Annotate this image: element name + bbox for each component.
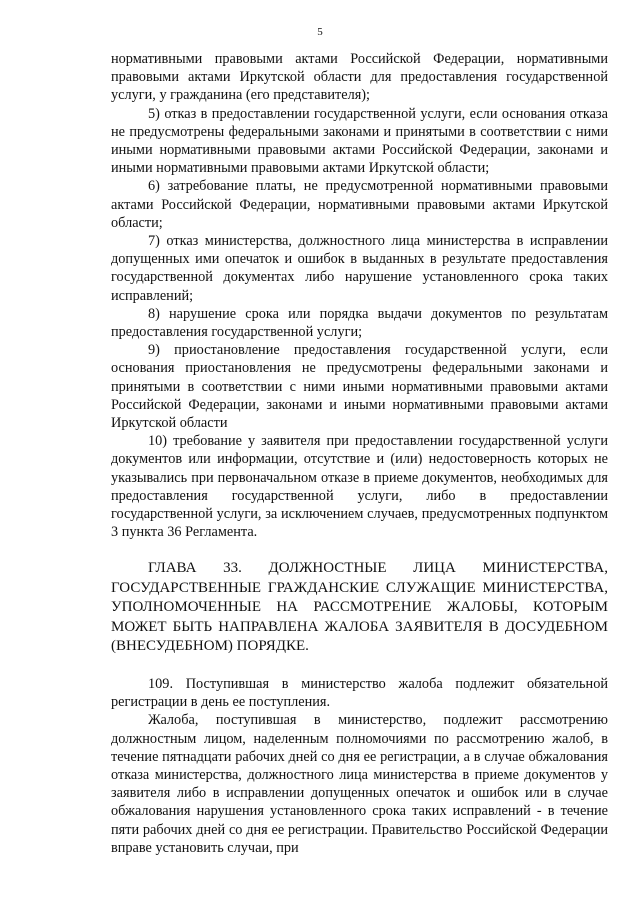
chapter-heading: ГЛАВА 33. ДОЛЖНОСТНЫЕ ЛИЦА МИНИСТЕРСТВА, ГОСУДАРСТВЕННЫЕ ГРАЖДАНСКИЕ СЛУЖАЩИЕ МИНИСТЕРСТВА, УПОЛНОМОЧЕННЫЕ НА РАССМОТРЕНИЕ ЖАЛОБЫ, КОТОРЫМ МОЖЕТ БЫТЬ НАПРАВЛЕНА ЖАЛОБА ЗАЯВИТЕЛЯ В ДОСУДЕБНОМ (ВНЕСУДЕБНОМ) ПОРЯДКЕ. bbox=[111, 560, 608, 655]
paragraph-complaint: Жалоба, поступившая в министерство, подлежит рассмотрению должностным лицом, наделенным полномочиями по рассмотрению жалоб, в течение пятнадцати рабочих дней со дня ее регистрации, а в случае обжалования отказа министерства, должностного лица министерства в приеме документов у заявителя либо в исправлении допущенных опечаток и ошибок или в случае обжалования нарушения установленного срока таких исправлений - в течение пяти рабочих дней со дня ее регистрации. Правительство Российской Федерации вправе установить случаи, при bbox=[111, 712, 608, 856]
paragraph-item-9: 9) приостановление предоставления государственной услуги, если основания приостановления не предусмотрены федеральными законами и принятыми в соответствии с ними иными нормативными правовыми актами Российской Федерации, законами и иными нормативными правовыми актами Иркутской области bbox=[111, 342, 608, 432]
paragraph-item-8: 8) нарушение срока или порядка выдачи документов по результатам предоставления государственной услуги; bbox=[111, 305, 608, 341]
document-body bbox=[111, 50, 608, 857]
paragraph-item-5: 5) отказ в предоставлении государственной услуги, если основания отказа не предусмотрены федеральными законами и принятыми в соответствии с ними иными нормативными правовыми актами Российской Федерации, законами и иными нормативными правовыми актами Иркутской области; bbox=[111, 105, 608, 177]
page-number: 5 bbox=[317, 26, 323, 38]
paragraph-item-7: 7) отказ министерства, должностного лица министерства в исправлении допущенных ими опечаток и ошибок в выданных в результате предоставления государственной документах либо нарушение установленного срока таких исправлений; bbox=[111, 233, 608, 304]
paragraph-item-10: 10) требование у заявителя при предоставлении государственной услуги документов или информации, отсутствие и (или) недостоверность которых не указывались при первоначальном отказе в приеме документов, необходимых для предоставления государственной услуги, либо в предоставлении государственной услуги, за исключением случаев, предусмотренных подпунктом 3 пункта 36 Регламента. bbox=[111, 433, 608, 541]
paragraph-109: 109. Поступившая в министерство жалоба подлежит обязательной регистрации в день ее поступления. bbox=[111, 675, 608, 711]
paragraph-continuation: нормативными правовыми актами Российской Федерации, нормативными правовыми актами Иркутской области для предоставления государственной услуги, у гражданина (его представителя); bbox=[111, 51, 608, 104]
paragraph-item-6: 6) затребование платы, не предусмотренной нормативными правовыми актами Российской Федерации, нормативными правовыми актами Иркутской области; bbox=[111, 178, 608, 231]
